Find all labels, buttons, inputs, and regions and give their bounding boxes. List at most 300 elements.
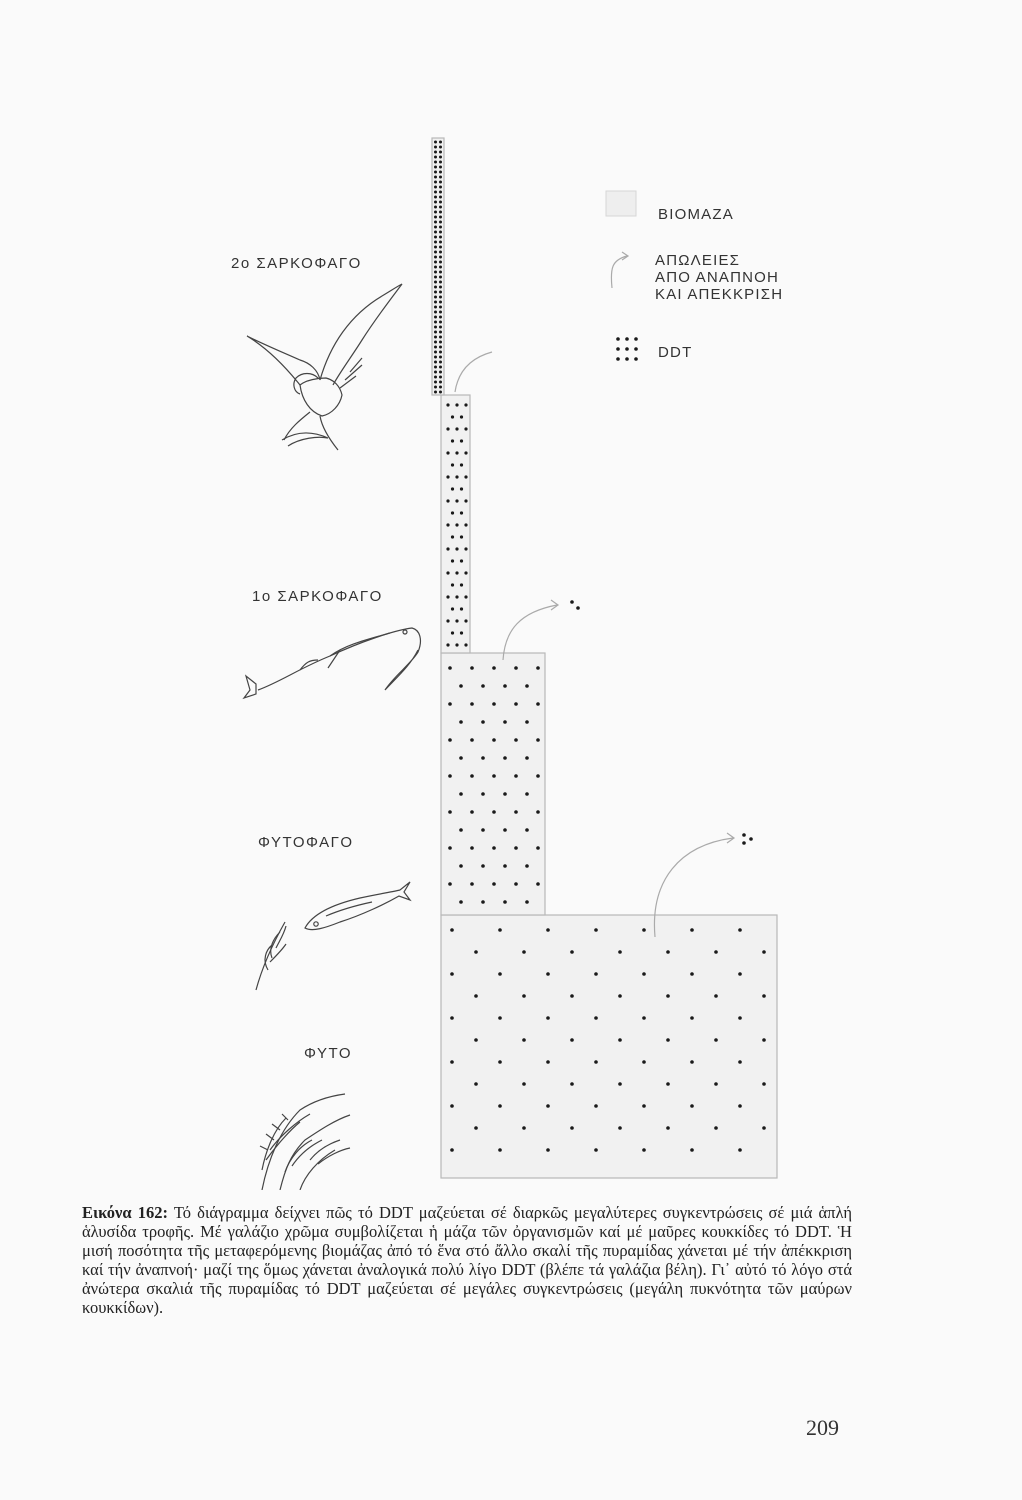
ddt-dot [464, 547, 467, 550]
ddt-dot [434, 286, 437, 289]
ddt-dot [460, 631, 463, 634]
ddt-dot [439, 261, 442, 264]
ddt-dot [451, 415, 454, 418]
ddt-dot [522, 1082, 526, 1086]
ddt-dot [481, 792, 485, 796]
ddt-dot [570, 994, 574, 998]
ddt-dot [434, 201, 437, 204]
ddt-dot [470, 882, 474, 886]
label-plant: ΦΥΤΟ [304, 1045, 353, 1062]
ddt-dot [460, 487, 463, 490]
ddt-dot [448, 666, 452, 670]
ddt-dot [525, 756, 529, 760]
ddt-dot [642, 972, 646, 976]
ddt-dot [618, 994, 622, 998]
ddt-dot [594, 1016, 598, 1020]
ddt-dot [642, 928, 646, 932]
ddt-dot [439, 276, 442, 279]
ddt-dot [434, 376, 437, 379]
ddt-dot [503, 792, 507, 796]
ddt-dot [492, 702, 496, 706]
grain-icon [256, 922, 286, 990]
ddt-dot [525, 684, 529, 688]
ddt-legend-dots-icon [616, 337, 638, 361]
ddt-dot [522, 1126, 526, 1130]
ddt-dot [522, 1038, 526, 1042]
ddt-dot [448, 882, 452, 886]
ddt-dot [439, 266, 442, 269]
legend-losses-line-2: ΑΠΟ ΑΝΑΠΝΟΗ [655, 269, 780, 286]
ddt-dot [470, 774, 474, 778]
ddt-dot [464, 475, 467, 478]
ddt-dot [481, 720, 485, 724]
ddt-dot [536, 774, 540, 778]
ddt-dot [492, 846, 496, 850]
ddt-dot [451, 511, 454, 514]
ddt-dot [450, 1060, 454, 1064]
ddt-dot [439, 226, 442, 229]
ddt-dot [525, 864, 529, 868]
ddt-dot [434, 386, 437, 389]
ddt-dot [434, 381, 437, 384]
ddt-dot [503, 684, 507, 688]
ddt-dot [434, 166, 437, 169]
ddt-dot [498, 1104, 502, 1108]
legend-losses-label [655, 252, 783, 303]
ddt-dot [446, 643, 449, 646]
ddt-dot [434, 366, 437, 369]
ddt-dot [470, 846, 474, 850]
ddt-dot [434, 221, 437, 224]
ddt-dot [460, 463, 463, 466]
ddt-dot [470, 738, 474, 742]
ddt-dot [434, 176, 437, 179]
ddt-dot [690, 1104, 694, 1108]
ddt-dot [474, 950, 478, 954]
ddt-dot [536, 846, 540, 850]
ddt-dot [690, 1060, 694, 1064]
ddt-dot [439, 141, 442, 144]
ddt-dot [536, 666, 540, 670]
ddt-dot [439, 391, 442, 394]
ddt-dot [546, 972, 550, 976]
label-secondary-carnivore: 2ο ΣΑΡΚΟΦΑΓΟ [231, 255, 362, 272]
ddt-dot [474, 1082, 478, 1086]
ddt-dot [762, 994, 766, 998]
ddt-dot [439, 211, 442, 214]
ddt-dot [474, 1126, 478, 1130]
ddt-dot [738, 972, 742, 976]
ddt-dot [459, 720, 463, 724]
ddt-dot [451, 583, 454, 586]
ddt-dot [439, 221, 442, 224]
ddt-dot [439, 341, 442, 344]
ddt-dot [481, 864, 485, 868]
loss-arrow-middle [503, 600, 558, 660]
ddt-dot [439, 311, 442, 314]
ddt-dot [503, 720, 507, 724]
ddt-dot [570, 1038, 574, 1042]
ddt-dot [448, 738, 452, 742]
ddt-dot [446, 499, 449, 502]
ddt-dot [738, 1060, 742, 1064]
ddt-dot [434, 156, 437, 159]
ddt-dot [498, 1016, 502, 1020]
loss-arrow-top [455, 352, 492, 392]
figure-caption [82, 1203, 852, 1317]
ddt-dot [439, 181, 442, 184]
ddt-dot [434, 351, 437, 354]
page-number: 209 [806, 1415, 839, 1440]
ddt-dot [439, 346, 442, 349]
ddt-dot [762, 950, 766, 954]
ddt-dot [522, 950, 526, 954]
ddt-dot [455, 475, 458, 478]
ddt-dot [439, 366, 442, 369]
ddt-dot [459, 792, 463, 796]
ddt-dot [439, 231, 442, 234]
ddt-dot [714, 1126, 718, 1130]
ddt-dot [503, 900, 507, 904]
ddt-dot [434, 311, 437, 314]
ddt-dot [503, 828, 507, 832]
ddt-dot [498, 1060, 502, 1064]
ddt-dot [618, 1038, 622, 1042]
ddt-dot [525, 792, 529, 796]
ddt-dot [446, 427, 449, 430]
ddt-dot [446, 619, 449, 622]
ddt-dot [446, 547, 449, 550]
ddt-dot [464, 451, 467, 454]
ddt-dot [594, 928, 598, 932]
ddt-dot [439, 336, 442, 339]
ddt-dot [455, 571, 458, 574]
caption-label: Εικόνα 162: [82, 1203, 169, 1222]
ddt-dot [439, 216, 442, 219]
ddt-dot [459, 864, 463, 868]
ddt-dot [439, 166, 442, 169]
ddt-dot [434, 171, 437, 174]
ddt-dot [514, 810, 518, 814]
ddt-dot [570, 950, 574, 954]
escaped-ddt-dots [570, 600, 753, 845]
ddt-dot [448, 774, 452, 778]
ddt-dot [434, 391, 437, 394]
ddt-dot [525, 720, 529, 724]
ddt-dot [762, 1038, 766, 1042]
ddt-dot [546, 1060, 550, 1064]
ddt-dot [546, 1148, 550, 1152]
ddt-dot [434, 336, 437, 339]
ddt-dot [439, 171, 442, 174]
ddt-dot [503, 756, 507, 760]
ddt-dot [525, 900, 529, 904]
ddt-dot [434, 271, 437, 274]
legend-losses-line-3: ΚΑΙ ΑΠΕΚΚΡΙΣΗ [655, 286, 784, 303]
ddt-dot [498, 928, 502, 932]
ddt-dot [434, 246, 437, 249]
ddt-dot [464, 523, 467, 526]
ddt-dot [492, 738, 496, 742]
ddt-dot [439, 291, 442, 294]
ddt-dot [690, 972, 694, 976]
ddt-dot [434, 301, 437, 304]
ddt-dot [514, 882, 518, 886]
ddt-dot [451, 607, 454, 610]
step-plant [441, 915, 777, 1178]
ddt-dot [594, 1148, 598, 1152]
ddt-dot [474, 994, 478, 998]
ddt-dot [439, 186, 442, 189]
ddt-dot [642, 1104, 646, 1108]
ddt-dot [460, 559, 463, 562]
ddt-dot [536, 738, 540, 742]
ddt-dot [446, 451, 449, 454]
ddt-dot [455, 595, 458, 598]
ddt-dot [450, 1016, 454, 1020]
ddt-dot [666, 1126, 670, 1130]
ddt-dot [498, 972, 502, 976]
ddt-dot [455, 451, 458, 454]
ddt-dot [448, 846, 452, 850]
ddt-dot [481, 756, 485, 760]
ddt-dot [525, 828, 529, 832]
ddt-dot [448, 702, 452, 706]
ddt-dot [434, 371, 437, 374]
ddt-dot [434, 216, 437, 219]
ddt-dot [434, 316, 437, 319]
biomass-legend-swatch [606, 191, 636, 216]
ddt-dot [464, 499, 467, 502]
ddt-dot [762, 1126, 766, 1130]
ddt-dot [434, 266, 437, 269]
ddt-dot [690, 1148, 694, 1152]
ddt-dot [434, 321, 437, 324]
ddt-dot [439, 146, 442, 149]
ddt-dot [439, 196, 442, 199]
ddt-dot [450, 972, 454, 976]
step-herbivore [441, 653, 545, 915]
ddt-dot [450, 928, 454, 932]
ddt-dot [738, 1148, 742, 1152]
ddt-dot [455, 643, 458, 646]
ddt-dot [439, 356, 442, 359]
ddt-dot [455, 523, 458, 526]
ddt-dot [450, 1148, 454, 1152]
ddt-dot [498, 1148, 502, 1152]
ddt-dot [450, 1104, 454, 1108]
ddt-dot [470, 666, 474, 670]
ddt-dot [439, 251, 442, 254]
ddt-dot [464, 571, 467, 574]
ddt-dot [434, 141, 437, 144]
ddt-dot [439, 331, 442, 334]
legend-ddt-label: DDT [658, 344, 693, 361]
ddt-dot [470, 810, 474, 814]
ddt-dot [455, 499, 458, 502]
ddt-dot [434, 296, 437, 299]
ddt-dot [439, 161, 442, 164]
ddt-dot [460, 583, 463, 586]
ddt-dot [762, 1082, 766, 1086]
ddt-dot [446, 475, 449, 478]
ddt-dot [434, 326, 437, 329]
ddt-dot [451, 463, 454, 466]
ddt-dot [536, 810, 540, 814]
ddt-dot [439, 246, 442, 249]
ddt-dot [714, 994, 718, 998]
ddt-dot [434, 186, 437, 189]
ddt-dot [434, 191, 437, 194]
ddt-dot [434, 281, 437, 284]
eagle-icon [247, 284, 402, 450]
ddt-dot [434, 256, 437, 259]
ddt-dot [474, 1038, 478, 1042]
ddt-dot [690, 928, 694, 932]
ddt-dot [439, 386, 442, 389]
wheat-icon [260, 1094, 350, 1190]
ddt-dot [434, 206, 437, 209]
ddt-dot [439, 296, 442, 299]
ddt-dot [594, 1060, 598, 1064]
ddt-dot [434, 231, 437, 234]
ddt-dot [439, 361, 442, 364]
ddt-dot [434, 341, 437, 344]
ddt-dot [434, 261, 437, 264]
ddt-dot [434, 196, 437, 199]
ddt-dot [642, 1016, 646, 1020]
caption-text: Τό διάγραμμα δείχνει πῶς τό DDT μαζεύεται σέ διαρκῶς μεγαλύτερες συγκεντρώσεις σέ μιά ἁπλή ἁλυσίδα τροφῆς. Μέ γαλάζιο χρῶμα συμβολίζεται ἡ μάζα τῶν ὀργανισμῶν καί μέ μαῦρες κουκκίδες τό DDT. Ἡ μισή ποσότητα τῆς μεταφερόμενης βιομάζας ἀπό τό ἕνα στό ἄλλο σκαλί τῆς πυραμίδας χάνεται μέ τήν ἀπέκκριση καί τήν ἀναπνοή· μαζί της ὅμως χάνεται ἀναλογικά πολύ λίγο DDT (βλέπε τά γαλάζια βέλη). Γι᾽ αὐτό τό λόγο στά ἀνώτερα σκαλιά τῆς πυραμίδας τό DDT μαζεύεται σέ μεγάλες συγκεντρώσεις (μεγάλη πυκνότητα τῶν μαύρων κουκκίδων). [82, 1203, 852, 1317]
ddt-dot [514, 846, 518, 850]
ddt-dot [460, 439, 463, 442]
ddt-dot [434, 361, 437, 364]
ddt-dot [459, 828, 463, 832]
ddt-dot [460, 511, 463, 514]
ddt-dot [455, 619, 458, 622]
ddt-dot [446, 403, 449, 406]
ddt-dot [434, 346, 437, 349]
ddt-dot [690, 1016, 694, 1020]
ddt-dot [439, 241, 442, 244]
ddt-dot [439, 156, 442, 159]
ddt-dot [546, 928, 550, 932]
ddt-dot [460, 607, 463, 610]
ddt-dot [536, 702, 540, 706]
ddt-dot [738, 1104, 742, 1108]
ddt-dot [439, 286, 442, 289]
ddt-dot [481, 828, 485, 832]
ddt-dot [738, 1016, 742, 1020]
ddt-dot [546, 1016, 550, 1020]
ddt-dot [434, 356, 437, 359]
ddt-dot [460, 535, 463, 538]
ddt-dot [455, 427, 458, 430]
ddt-dot [439, 256, 442, 259]
ddt-dot [570, 1126, 574, 1130]
ddt-dot [455, 547, 458, 550]
label-primary-carnivore: 1ο ΣΑΡΚΟΦΑΓΟ [252, 588, 383, 605]
ddt-dot [459, 684, 463, 688]
ddt-dot [439, 376, 442, 379]
ddt-dot [642, 1060, 646, 1064]
ddt-dot [439, 326, 442, 329]
ddt-dot [618, 1082, 622, 1086]
ddt-dot [492, 666, 496, 670]
ddt-dot [464, 643, 467, 646]
ddt-dot [451, 439, 454, 442]
ddt-dot [439, 371, 442, 374]
ddt-dot [714, 950, 718, 954]
ddt-dot [492, 774, 496, 778]
ddt-dot [439, 191, 442, 194]
ddt-dot [434, 306, 437, 309]
ddt-dot [434, 236, 437, 239]
ddt-dot [594, 1104, 598, 1108]
small-fish-icon [305, 882, 410, 930]
legend-losses-line-1: ΑΠΩΛΕΙΕΣ [655, 252, 741, 269]
ddt-dot [439, 306, 442, 309]
ddt-dot [455, 403, 458, 406]
ddt-dot [434, 331, 437, 334]
ddt-dot [434, 146, 437, 149]
ddt-dot [434, 251, 437, 254]
ddt-dot [451, 535, 454, 538]
ddt-dot [666, 1038, 670, 1042]
fish-icon [244, 628, 420, 698]
legend-biomass-label: ΒΙΟΜΑΖΑ [658, 206, 734, 223]
ddt-dot [439, 206, 442, 209]
ddt-dot [434, 226, 437, 229]
ddt-dot [439, 381, 442, 384]
ddt-dot [536, 882, 540, 886]
ddt-dot [434, 161, 437, 164]
label-herbivore: ΦΥΤΟΦΑΓΟ [258, 834, 354, 851]
ddt-dot [514, 666, 518, 670]
ddt-dot [570, 1082, 574, 1086]
ddt-dot [666, 994, 670, 998]
ddt-dot [618, 950, 622, 954]
ddt-dot [594, 972, 598, 976]
ddt-dot [618, 1126, 622, 1130]
ddt-dot [464, 595, 467, 598]
ddt-dot [439, 281, 442, 284]
ddt-dot [546, 1104, 550, 1108]
ddt-dot [446, 571, 449, 574]
ddt-dot [434, 211, 437, 214]
ddt-dot [522, 994, 526, 998]
ddt-dot [714, 1038, 718, 1042]
ddt-dot [470, 702, 474, 706]
ddt-dot [492, 810, 496, 814]
ddt-dot [439, 316, 442, 319]
ddt-dot [464, 403, 467, 406]
ddt-dot [451, 631, 454, 634]
ddt-dot [439, 201, 442, 204]
ddt-dot [439, 176, 442, 179]
ddt-dot [464, 619, 467, 622]
ddt-dot [666, 950, 670, 954]
ddt-dot [451, 559, 454, 562]
ddt-dot [448, 810, 452, 814]
ddt-dot [439, 321, 442, 324]
ddt-dot [439, 151, 442, 154]
ddt-dot [434, 276, 437, 279]
ddt-dot [481, 900, 485, 904]
ddt-dot [514, 738, 518, 742]
ddt-dot [434, 151, 437, 154]
ddt-dot [738, 928, 742, 932]
ddt-dot [492, 882, 496, 886]
